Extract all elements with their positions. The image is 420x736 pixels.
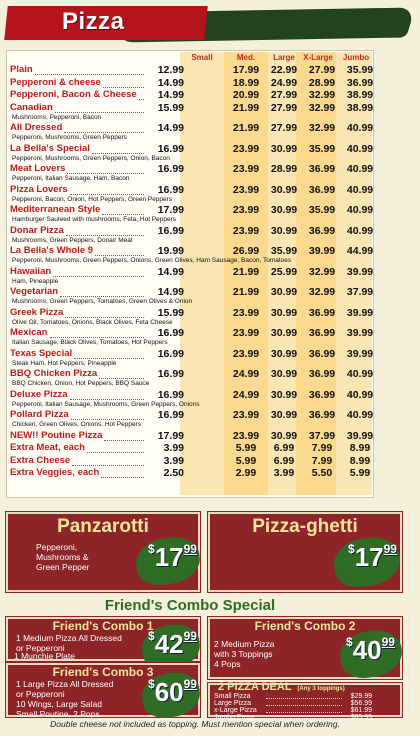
- pizza-price: 35.99: [346, 64, 374, 76]
- pizza-price: 30.99: [270, 409, 298, 421]
- pizza-price: 27.99: [270, 101, 298, 114]
- pizza-price: 40.99: [346, 368, 374, 380]
- pizza-price: 36.99: [308, 327, 336, 339]
- pizza-price: 30.99: [270, 183, 298, 196]
- price-cents: 99: [183, 677, 197, 691]
- pizza-price: 24.99: [232, 388, 260, 401]
- dot-leader: [101, 467, 144, 478]
- pizza-price: 17.99: [232, 64, 260, 76]
- deal-size: x-Large Pizza: [214, 707, 257, 714]
- price-cents: 99: [183, 629, 197, 643]
- pizza-price: 15.99: [157, 306, 184, 319]
- pizza-price: 16.99: [157, 163, 184, 175]
- pizza-price: 21.99: [232, 101, 260, 114]
- deal-size: Jumbo Pizza: [214, 714, 255, 721]
- price-whole: 40: [352, 635, 382, 665]
- description-line: 4 Pops: [214, 659, 241, 669]
- pizza-toppings: Pepperoni, Italian Sausage, Ham, Bacon: [12, 175, 130, 182]
- pizza-price: 30.99: [270, 368, 298, 380]
- dot-leader: [53, 266, 144, 277]
- pizza-price: 23.99: [232, 306, 260, 319]
- deal-price: $56.99: [350, 700, 372, 707]
- price-whole: 17: [354, 542, 384, 572]
- dot-leader: [103, 77, 144, 88]
- pizza-name: Texas Special: [10, 347, 73, 359]
- pizza-price: 36.99: [308, 163, 336, 175]
- dot-leader: [266, 705, 342, 706]
- pizza-price: 23.99: [232, 327, 260, 339]
- pizza-name: Pepperoni & cheese: [10, 76, 101, 88]
- pizza-price: 24.99: [270, 76, 298, 89]
- description-line: 2 Medium Pizza: [214, 639, 275, 649]
- price-whole: 60: [154, 677, 184, 707]
- pizza-name: Pepperoni, Bacon & Cheese: [10, 89, 137, 100]
- deal-price: $61.99: [350, 707, 372, 714]
- two-pizza-deal-title: 2 PIZZA DEAL: [218, 681, 292, 693]
- description-line: 1 Large Pizza All Dressed: [16, 679, 114, 689]
- pizza-name: La Bella's Whole 9: [10, 245, 94, 256]
- dot-leader: [74, 348, 144, 359]
- pizza-price: 37.99: [346, 286, 374, 298]
- pizza-price: 16.99: [157, 388, 184, 401]
- pizza-toppings: Mushrooms, Green Peppers, Tomatoes, Green Olives & Onion: [12, 298, 193, 305]
- pizza-price: 7.99: [311, 454, 333, 467]
- price-cents: 99: [183, 542, 197, 556]
- combo-1-title: Friend's Combo 1: [52, 619, 154, 633]
- footnote: Double cheese not included as topping. Must mention special when ordering.: [50, 719, 340, 729]
- pizza-name: Extra Meat, each: [10, 442, 85, 453]
- combo-2-price: [346, 635, 395, 666]
- deal-item: [214, 707, 372, 714]
- dot-leader: [65, 307, 144, 318]
- pizza-name: Donar Pizza: [10, 224, 64, 236]
- panzarotti-title: Panzarotti: [57, 516, 149, 537]
- pizza-name: Pizza Lovers: [10, 183, 68, 195]
- description-line: or Pepperoni: [16, 643, 65, 653]
- combo-1-description: [16, 633, 122, 653]
- column-header-medium: Med.: [236, 53, 256, 62]
- dot-leader: [35, 64, 144, 75]
- pizza-price: 16.99: [157, 409, 184, 421]
- pizza-price: 7.99: [311, 442, 333, 454]
- column-header-large: Large: [273, 53, 295, 62]
- pizza-price: 37.99: [308, 429, 336, 442]
- column-header-xlarge: X-Large: [303, 53, 333, 62]
- panzarotti-card: [6, 512, 200, 592]
- pizza-price: 36.99: [346, 76, 374, 89]
- pizza-price: 27.99: [270, 122, 298, 134]
- pizza-name: Greek Pizza: [10, 306, 64, 318]
- pizza-price: 39.99: [346, 327, 374, 339]
- pizza-price: 16.99: [157, 368, 184, 380]
- pizza-name: La Bella's Special: [10, 142, 90, 154]
- dot-leader: [67, 163, 144, 174]
- dot-leader: [102, 204, 144, 215]
- combo-3-title: Friend's Combo 3: [52, 665, 154, 679]
- pizza-toppings: Mushrooms, Green Peppers, Donair Meat: [12, 236, 133, 244]
- combo-section-heading: Friend's Combo Special: [104, 597, 276, 614]
- pizza-price: 17.99: [157, 204, 184, 216]
- pizza-price: 28.99: [308, 76, 336, 89]
- description-line: 1 Munchie Plate: [14, 651, 75, 661]
- pizza-price: 24.99: [232, 368, 260, 380]
- pizza-price: 35.99: [270, 245, 298, 257]
- dot-leader: [95, 245, 144, 256]
- price-whole: 42: [154, 629, 184, 659]
- pizza-price: 39.99: [346, 265, 374, 278]
- pizzaghetti-price: [348, 542, 397, 573]
- pizza-price: 16.99: [157, 347, 184, 360]
- pizza-price: 3.99: [163, 454, 184, 467]
- description-line: Small Poutine, 2 Pops: [16, 709, 100, 719]
- pizza-toppings: BBQ Chicken, Onion, Hot Peppers, BBQ Sauce: [12, 380, 150, 387]
- dot-leader: [70, 389, 144, 400]
- pizza-toppings: Pepperoni, Mushrooms, Green Peppers, Onion, Bacon: [12, 154, 170, 162]
- pizza-toppings: Pepperoni, Mushrooms, Green Peppers, Onions, Green Olives, Ham Sausage, Bacon, Tomatoes: [12, 257, 292, 264]
- pizza-price: 30.99: [270, 204, 298, 216]
- pizza-name: Vegetarian: [10, 286, 59, 297]
- combo-3-description: [16, 679, 113, 719]
- pizza-price: 23.99: [232, 409, 260, 421]
- price-dollar: $: [148, 542, 155, 556]
- panzarotti-price: [148, 542, 197, 573]
- pizza-price: 40.99: [346, 183, 374, 196]
- pizza-price: 5.99: [235, 442, 257, 454]
- pizza-name: Extra Veggies, each: [10, 467, 100, 478]
- pizza-price: 18.99: [232, 76, 260, 89]
- page-title: Pizza: [62, 8, 125, 35]
- pizza-price: 17.99: [157, 429, 184, 442]
- pizza-price: 38.99: [346, 101, 374, 114]
- pizza-toppings: Mushrooms, Pepperoni, Bacon: [12, 113, 102, 121]
- pizza-price: 2.50: [163, 467, 184, 479]
- dot-leader: [50, 327, 145, 338]
- pizza-price: 5.50: [311, 467, 333, 479]
- pizza-price: 25.99: [270, 265, 298, 278]
- pizza-name: Pollard Pizza: [10, 409, 69, 420]
- dot-leader: [266, 698, 342, 699]
- dot-leader: [87, 442, 144, 453]
- pizza-price: 30.99: [270, 388, 298, 401]
- pizza-price: 20.99: [232, 89, 260, 101]
- pizza-price: 28.99: [270, 163, 298, 175]
- pizzaghetti-card: [208, 512, 402, 592]
- pizza-toppings: Steak Ham, Hot Peppers, Pineapple: [12, 359, 117, 367]
- deal-price: $85.99: [350, 714, 372, 721]
- pizza-price: 6.99: [273, 454, 295, 467]
- pizza-name: Mediterranean Style: [10, 204, 101, 215]
- dot-leader: [266, 712, 342, 713]
- description-line: 1 Medium Pizza All Dressed: [16, 633, 122, 643]
- pizza-toppings: Pepperoni, Italian Sausage, Mushrooms, Green Peppers, Onions: [12, 400, 200, 408]
- pizza-price: 23.99: [232, 183, 260, 196]
- pizza-price: 35.99: [308, 204, 336, 216]
- pizza-price: 32.99: [308, 286, 336, 298]
- pizza-price: 21.99: [232, 265, 260, 278]
- pizza-price: 39.99: [346, 347, 374, 360]
- two-pizza-deal-list: [214, 693, 372, 721]
- pizza-price: 30.99: [270, 347, 298, 360]
- pizza-price: 23.99: [232, 224, 260, 237]
- pizza-toppings: Pepperoni, Mushrooms, Green Peppers: [12, 134, 127, 141]
- pizza-price: 36.99: [308, 347, 336, 360]
- price-cents: 99: [381, 635, 395, 649]
- description-line: with 3 Toppings: [214, 649, 273, 659]
- dot-leader: [66, 225, 144, 236]
- two-pizza-deal-note: (Any 3 toppings): [297, 686, 345, 692]
- pizza-name: Canadian: [10, 101, 53, 113]
- pizza-price: 40.99: [346, 122, 374, 134]
- price-dollar: $: [148, 629, 155, 643]
- pizza-price: 36.99: [308, 224, 336, 237]
- pizza-name: Meat Lovers: [10, 163, 66, 174]
- pizza-price: 39.99: [346, 429, 374, 442]
- dot-leader: [71, 409, 144, 420]
- dot-leader: [72, 455, 144, 466]
- pizza-price: 40.99: [346, 224, 374, 237]
- pizza-price: 38.99: [346, 89, 374, 101]
- deal-price: $29.99: [350, 693, 372, 700]
- pizza-price: 39.99: [346, 306, 374, 319]
- description-line: Pepperoni,: [36, 542, 78, 552]
- pizza-price: 32.99: [308, 265, 336, 278]
- pizza-price: 40.99: [346, 163, 374, 175]
- dot-leader: [70, 184, 144, 195]
- pizza-price: 21.99: [232, 286, 260, 298]
- pizza-price: 36.99: [308, 409, 336, 421]
- pizza-price: 8.99: [349, 442, 371, 454]
- column-header-small: Small: [191, 53, 213, 62]
- dot-leader: [104, 430, 144, 441]
- pizza-price: 36.99: [308, 183, 336, 196]
- pizza-price: 14.99: [157, 286, 184, 298]
- pizza-price: 30.99: [270, 224, 298, 237]
- pizza-price: 16.99: [157, 142, 184, 155]
- pizza-price: 36.99: [308, 306, 336, 319]
- pizza-price: 27.99: [270, 89, 298, 101]
- price-dollar: $: [346, 635, 353, 649]
- pizza-price: 21.99: [232, 122, 260, 134]
- pizza-price: 16.99: [157, 183, 184, 196]
- pizza-price: 32.99: [308, 89, 336, 101]
- pizza-price: 32.99: [308, 101, 336, 114]
- pizza-price: 36.99: [308, 388, 336, 401]
- pizza-price: 12.99: [157, 64, 184, 76]
- pizza-toppings: Italian Sausage, Black Olives, Tomatoes, Hot Peppers: [12, 339, 168, 346]
- pizza-price: 23.99: [232, 429, 260, 442]
- pizza-price: 30.99: [270, 306, 298, 319]
- pizza-toppings: Olive Oil, Tomatoes, Onions, Black Olives, Feta Cheese: [12, 318, 173, 326]
- pizza-price: 35.99: [308, 142, 336, 155]
- description-line: 10 Wings, Large Salad: [16, 699, 102, 709]
- pizza-price: 5.99: [349, 467, 371, 479]
- column-header-jumbo: Jumbo: [342, 53, 370, 62]
- pizza-price: 5.99: [235, 454, 257, 467]
- combo-2-card: [208, 617, 402, 679]
- pizza-price: 16.99: [157, 327, 184, 339]
- combo-1-price: [148, 629, 197, 660]
- pizzaghetti-title: Pizza-ghetti: [252, 516, 358, 537]
- deal-item: [214, 693, 372, 700]
- pizza-price: 23.99: [232, 163, 260, 175]
- combo-3-price: [148, 677, 197, 708]
- pizza-price: 23.99: [232, 204, 260, 216]
- pizza-price: 6.99: [273, 442, 295, 454]
- dot-leader: [55, 102, 144, 113]
- deal-size: Small Pizza: [214, 693, 251, 700]
- two-pizza-deal-heading: [218, 681, 345, 693]
- pizza-price: 14.99: [157, 122, 184, 134]
- pizza-price: 14.99: [157, 89, 184, 101]
- pizza-price: 30.99: [270, 429, 298, 442]
- pizza-name: Mexican: [10, 327, 48, 338]
- combo-2-title: Friend's Combo 2: [254, 619, 356, 633]
- deal-size: Large Pizza: [214, 700, 251, 707]
- description-line: Green Pepper: [36, 562, 90, 572]
- pizza-price: 40.99: [346, 204, 374, 216]
- pizza-price: 3.99: [163, 442, 184, 454]
- description-line: Mushrooms &: [36, 552, 89, 562]
- pizza-price: 3.99: [273, 467, 295, 479]
- pizza-price: 40.99: [346, 409, 374, 421]
- pizza-price: 2.99: [235, 467, 257, 479]
- pizza-price: 16.99: [157, 224, 184, 237]
- pizza-price: 30.99: [270, 142, 298, 155]
- pizza-price: 27.99: [308, 64, 336, 76]
- price-column-bg: [180, 52, 224, 495]
- price-cents: 99: [383, 542, 397, 556]
- dot-leader: [64, 122, 144, 133]
- pizza-price: 40.99: [346, 388, 374, 401]
- pizza-price: 15.99: [157, 101, 184, 114]
- pizza-price: 32.99: [308, 122, 336, 134]
- description-line: or Pepperoni: [16, 689, 65, 699]
- pizza-price: 44.99: [346, 245, 374, 257]
- pizza-toppings: Hamburger Sauteed with mushrooms, Feta, Hot Peppers: [12, 216, 177, 223]
- pizza-name: Extra Cheese: [10, 454, 71, 466]
- price-dollar: $: [348, 542, 355, 556]
- dot-leader: [60, 286, 144, 297]
- pizza-name: Deluxe Pizza: [10, 388, 68, 400]
- pizza-toppings: Pepperoni, Bacon, Onion, Hot Peppers, Green Peppers: [12, 195, 173, 203]
- pizza-price: 40.99: [346, 142, 374, 155]
- pizza-price: 14.99: [157, 76, 184, 89]
- pizza-toppings: Ham, Pineapple: [12, 277, 59, 285]
- pizza-toppings: Chicken, Green Olives, Onions, Hot Peppers: [12, 421, 141, 428]
- pizza-price: 14.99: [157, 265, 184, 278]
- pizza-name: Hawaiian: [10, 265, 52, 277]
- pizza-price: 26.99: [232, 245, 260, 257]
- pizza-price: 36.99: [308, 368, 336, 380]
- combo-2-description: [214, 639, 274, 669]
- pizza-name: All Dressed: [10, 122, 63, 133]
- pizza-price: 30.99: [270, 286, 298, 298]
- pizza-price: 23.99: [232, 347, 260, 360]
- pizza-price: 30.99: [270, 327, 298, 339]
- pizza-price: 19.99: [157, 245, 184, 257]
- pizza-price: 8.99: [349, 454, 371, 467]
- pizza-name: BBQ Chicken Pizza: [10, 368, 98, 379]
- price-dollar: $: [148, 677, 155, 691]
- combo-3-card: [6, 663, 200, 717]
- pizza-price: 22.99: [270, 64, 298, 76]
- pizza-name: Plain: [10, 64, 33, 75]
- dot-leader: [99, 368, 144, 379]
- pizza-price: 39.99: [308, 245, 336, 257]
- panzarotti-description: [36, 542, 89, 572]
- deal-item: [214, 700, 372, 707]
- menu-header: [0, 0, 420, 46]
- pizza-price: 23.99: [232, 142, 260, 155]
- price-whole: 17: [154, 542, 184, 572]
- dot-leader: [92, 143, 144, 154]
- pizza-name: NEW!! Poutine Pizza: [10, 429, 103, 441]
